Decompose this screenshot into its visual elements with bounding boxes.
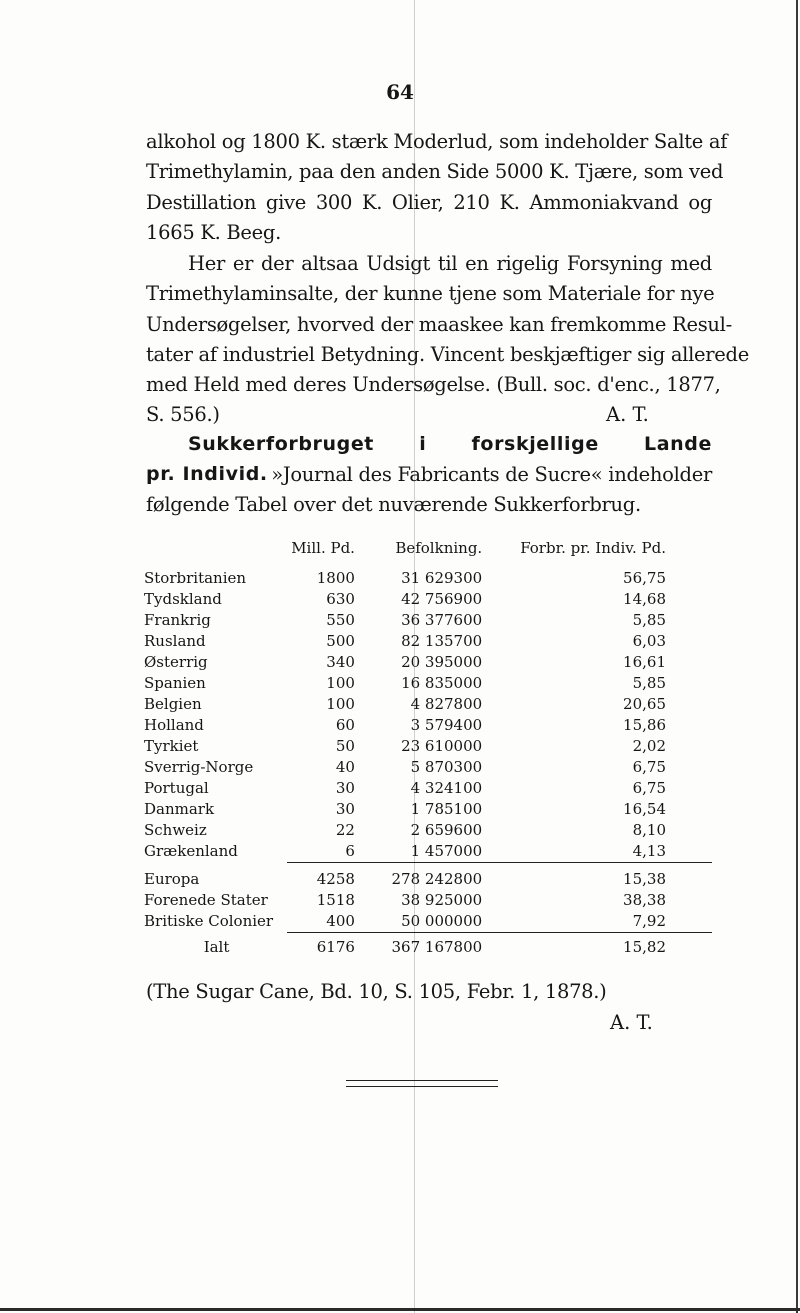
cell-mill: 40 xyxy=(335,758,355,776)
header-befolkning: Befolkning. xyxy=(395,538,483,557)
cell-country: Europa xyxy=(144,869,200,888)
paragraph-line: alkohol og 1800 K. stærk Moderlud, som indeholder Salte af xyxy=(146,130,728,153)
section-intro-text: »Journal des Fabricants de Sucre« indeholder xyxy=(271,463,712,486)
table-row xyxy=(144,631,712,652)
cell-country: Spanien xyxy=(144,674,206,692)
cell-befolkning: 50 000000 xyxy=(401,912,483,930)
table-summary-row xyxy=(144,911,712,933)
cell-forbrug: 5,85 xyxy=(632,611,666,629)
cell-forbrug: 20,65 xyxy=(623,695,666,713)
cell-country: Grækenland xyxy=(144,842,238,861)
cell-country: Danmark xyxy=(144,800,215,818)
header-country xyxy=(144,528,287,568)
cell-forbrug: 5,85 xyxy=(632,674,666,692)
sugar-consumption-table xyxy=(144,528,712,958)
cell-mill: 50 xyxy=(335,737,355,755)
cell-mill: 30 xyxy=(335,779,355,797)
paragraph-line: 1665 K. Beeg. xyxy=(146,221,281,244)
cell-mill: 500 xyxy=(326,632,355,650)
cell-befolkning: 36 377600 xyxy=(401,611,483,629)
table-summary-row xyxy=(144,890,712,911)
cell-befolkning: 4 827800 xyxy=(410,695,483,713)
cell-mill: 100 xyxy=(326,674,355,692)
paragraph-line: følgende Tabel over det nuværende Sukkerforbrug. xyxy=(146,493,641,516)
cell-mill: 1800 xyxy=(316,569,355,587)
table-row xyxy=(144,568,712,589)
cell-forbrug: 16,54 xyxy=(623,800,666,818)
table-row xyxy=(144,610,712,631)
table-row xyxy=(144,820,712,841)
cell-forbrug: 2,02 xyxy=(632,737,666,755)
cell-forbrug: 15,82 xyxy=(500,933,712,959)
author-initials: A. T. xyxy=(610,1011,653,1034)
cell-forbrug: 38,38 xyxy=(623,891,666,909)
table-row xyxy=(144,652,712,673)
cell-forbrug: 16,61 xyxy=(623,653,666,671)
cell-mill: 100 xyxy=(326,695,355,713)
scan-border-bottom xyxy=(0,1308,800,1311)
cell-country: Frankrig xyxy=(144,611,211,629)
cell-country: Østerrig xyxy=(144,653,208,671)
cell-befolkning: 31 629300 xyxy=(401,569,483,587)
table-row xyxy=(144,757,712,778)
cell-country: Forenede Stater xyxy=(144,891,268,909)
cell-mill: 1518 xyxy=(316,891,355,909)
end-double-rule xyxy=(346,1080,498,1087)
cell-country: Holland xyxy=(144,716,204,734)
cell-befolkning: 5 870300 xyxy=(410,758,483,776)
cell-country: Belgien xyxy=(144,695,202,713)
cell-mill: 6 xyxy=(345,842,355,860)
paragraph-line: S. 556.) xyxy=(146,403,220,426)
cell-forbrug: 14,68 xyxy=(623,590,666,608)
cell-forbrug: 15,38 xyxy=(500,863,712,891)
cell-befolkning: 367 167800 xyxy=(383,933,500,959)
table-row xyxy=(144,799,712,820)
paragraph-line: tater af industriel Betydning. Vincent beskjæftiger sig allerede xyxy=(146,343,749,366)
cell-befolkning: 1 457000 xyxy=(410,842,483,860)
cell-country: Schweiz xyxy=(144,821,207,839)
cell-country: Tyrkiet xyxy=(144,737,199,755)
cell-total-label: Ialt xyxy=(203,937,230,956)
source-citation: (The Sugar Cane, Bd. 10, S. 105, Febr. 1, 1878.) xyxy=(146,980,607,1003)
cell-befolkning: 38 925000 xyxy=(401,891,483,909)
cell-forbrug: 15,86 xyxy=(623,716,666,734)
cell-mill: 4258 xyxy=(287,863,383,891)
table-row xyxy=(144,841,712,863)
cell-befolkning: 82 135700 xyxy=(401,632,483,650)
cell-mill: 340 xyxy=(326,653,355,671)
cell-befolkning: 278 242800 xyxy=(383,863,500,891)
cell-country: Storbritanien xyxy=(144,569,247,587)
paragraph-line: Trimethylaminsalte, der kunne tjene som Materiale for nye xyxy=(146,282,715,305)
author-initials: A. T. xyxy=(606,403,649,426)
cell-mill: 6176 xyxy=(287,933,383,959)
table-total-row xyxy=(144,933,712,959)
cell-mill: 630 xyxy=(326,590,355,608)
cell-befolkning: 16 835000 xyxy=(401,674,483,692)
paragraph-line: Trimethylamin, paa den anden Side 5000 K. Tjære, som ved xyxy=(146,160,724,183)
cell-country: Portugal xyxy=(144,779,209,797)
paragraph-line: Her er der altsaa Udsigt til en rigelig Forsyning med xyxy=(188,252,712,275)
cell-forbrug: 56,75 xyxy=(623,569,666,587)
cell-country: Sverrig-Norge xyxy=(144,758,254,776)
cell-mill: 60 xyxy=(335,716,355,734)
table-summary-row xyxy=(144,863,712,891)
cell-mill: 550 xyxy=(326,611,355,629)
paragraph-line: Undersøgelser, hvorved der maaskee kan fremkomme Resul- xyxy=(146,313,732,336)
page-number: 64 xyxy=(386,80,414,104)
scan-border-right xyxy=(796,0,798,1313)
paragraph-line: Destillation give 300 K. Olier, 210 K. Ammoniakvand og xyxy=(146,191,712,214)
cell-forbrug: 4,13 xyxy=(632,842,666,860)
table-row xyxy=(144,694,712,715)
paragraph-line: med Held med deres Undersøgelse. (Bull. soc. d'enc., 1877, xyxy=(146,373,721,396)
cell-forbrug: 6,75 xyxy=(632,758,666,776)
cell-forbrug: 7,92 xyxy=(632,912,666,930)
section-heading: Sukkerforbruget i forskjellige Lande xyxy=(188,433,712,455)
cell-forbrug: 8,10 xyxy=(632,821,666,839)
cell-mill: 400 xyxy=(326,912,355,930)
table-row xyxy=(144,736,712,757)
cell-befolkning: 2 659600 xyxy=(410,821,483,839)
table-row xyxy=(144,589,712,610)
cell-befolkning: 4 324100 xyxy=(410,779,483,797)
section-intro-line xyxy=(146,463,712,486)
table-header-row xyxy=(144,528,712,568)
cell-mill: 22 xyxy=(335,821,355,839)
table-row xyxy=(144,673,712,694)
cell-befolkning: 42 756900 xyxy=(401,590,483,608)
table-row xyxy=(144,715,712,736)
cell-befolkning: 23 610000 xyxy=(401,737,483,755)
cell-country: Tydskland xyxy=(144,590,222,608)
cell-forbrug: 6,03 xyxy=(632,632,666,650)
cell-befolkning: 20 395000 xyxy=(401,653,483,671)
table-row xyxy=(144,778,712,799)
cell-befolkning: 3 579400 xyxy=(410,716,483,734)
section-heading-continued: pr. Individ. xyxy=(146,463,268,485)
cell-country: Britiske Colonier xyxy=(144,912,274,931)
header-forbrug: Forbr. pr. Indiv. Pd. xyxy=(520,539,666,557)
cell-mill: 30 xyxy=(335,800,355,818)
cell-befolkning: 1 785100 xyxy=(410,800,483,818)
cell-forbrug: 6,75 xyxy=(632,779,666,797)
header-mill-pd: Mill. Pd. xyxy=(291,538,355,557)
cell-country: Rusland xyxy=(144,632,206,650)
